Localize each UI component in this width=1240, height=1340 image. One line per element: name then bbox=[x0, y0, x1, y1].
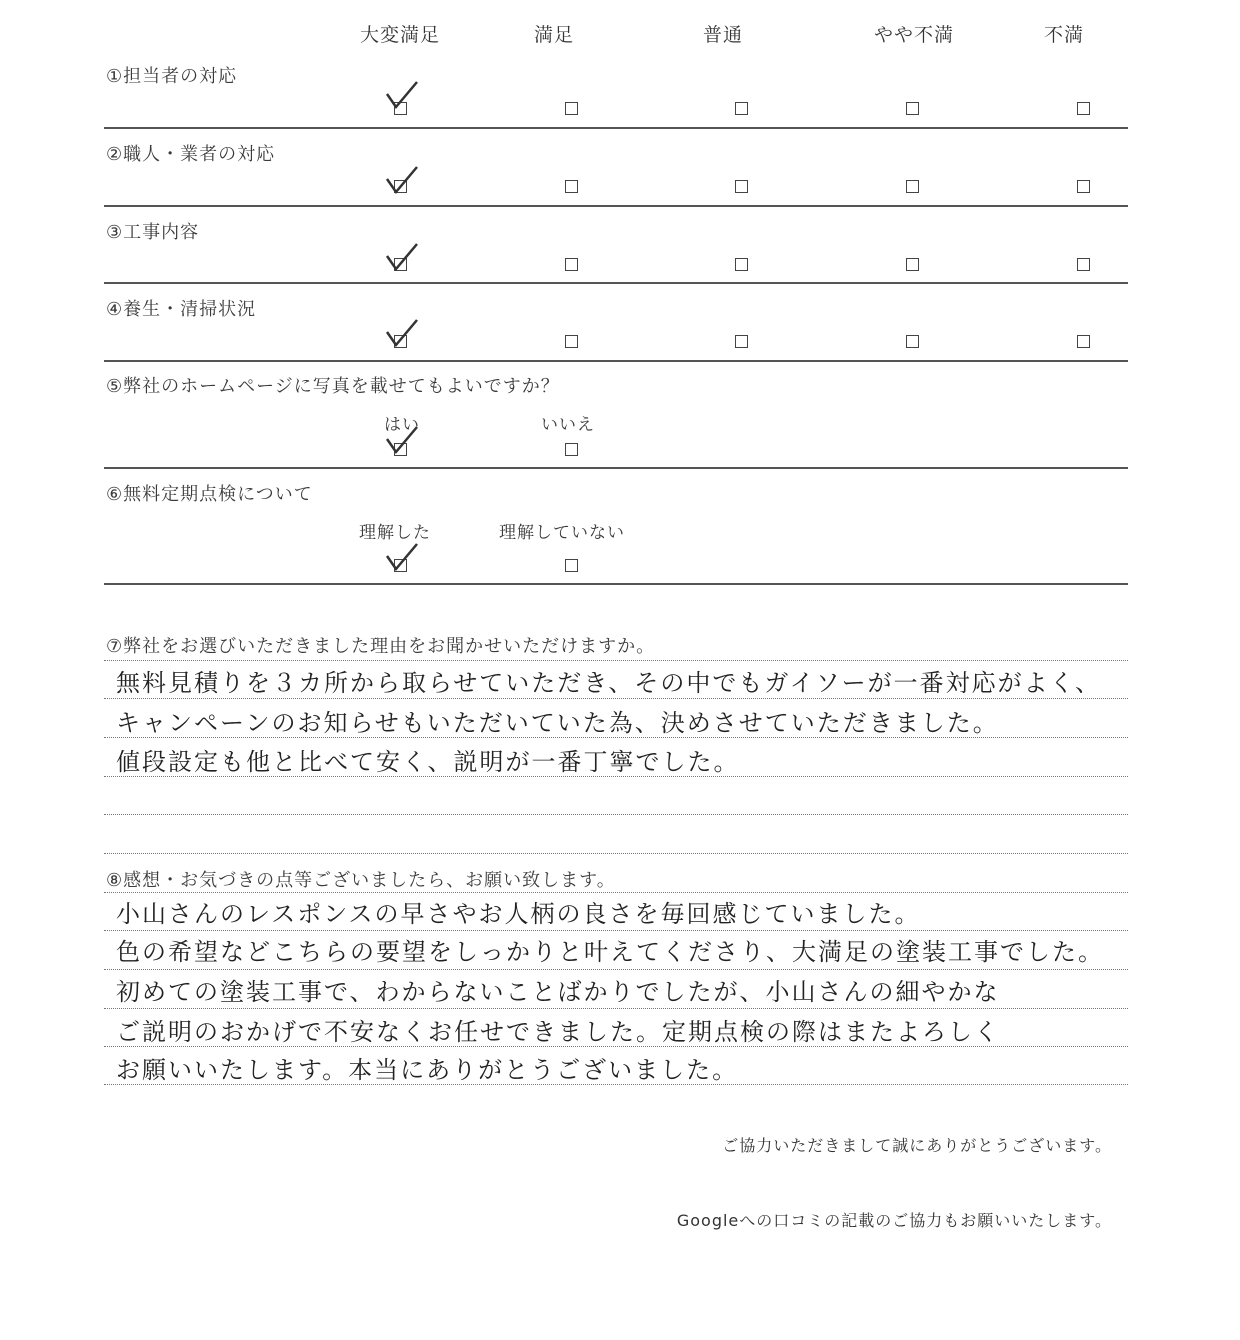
option-label-no: いいえ bbox=[541, 415, 595, 435]
divider bbox=[104, 282, 1128, 284]
answer-rule bbox=[104, 892, 1128, 893]
answer-rule bbox=[104, 1046, 1128, 1047]
handwritten-answer-line: 色の希望などこちらの要望をしっかりと叶えてくださり、大満足の塗装工事でした。 bbox=[116, 938, 1104, 966]
header-very-satisfied: 大変満足 bbox=[360, 24, 441, 46]
handwritten-answer-line: 無料見積りを３カ所から取らせていただき、その中でもガイソーが一番対応がよく、 bbox=[116, 669, 1102, 697]
question-label: ④養生・清掃状況 bbox=[106, 299, 257, 320]
answer-rule bbox=[104, 1084, 1128, 1085]
answer-rule bbox=[104, 737, 1128, 738]
divider bbox=[104, 467, 1128, 469]
checkbox-satisfied[interactable] bbox=[565, 258, 578, 271]
checkbox-neutral[interactable] bbox=[735, 180, 748, 193]
checkbox-dissatisfied[interactable] bbox=[1077, 335, 1090, 348]
header-neutral: 普通 bbox=[703, 24, 744, 46]
answer-rule bbox=[104, 814, 1128, 815]
handwritten-answer-line: ご説明のおかげで不安なくお任せできました。定期点検の際はまたよろしく bbox=[116, 1018, 1000, 1046]
checkbox-not-understood[interactable] bbox=[565, 559, 578, 572]
checkbox-dissatisfied[interactable] bbox=[1077, 180, 1090, 193]
handwritten-answer-line: 小山さんのレスポンスの早さやお人柄の良さを毎回感じていました。 bbox=[116, 900, 921, 928]
checkbox-satisfied[interactable] bbox=[565, 102, 578, 115]
question-label: ①担当者の対応 bbox=[106, 66, 238, 87]
handwritten-answer-line: お願いいたします。本当にありがとうございました。 bbox=[116, 1056, 739, 1084]
checkbox-no[interactable] bbox=[565, 443, 578, 456]
check-mark-icon bbox=[384, 165, 420, 195]
handwritten-answer-line: 値段設定も他と比べて安く、説明が一番丁寧でした。 bbox=[116, 748, 740, 776]
header-dissatisfied: 不満 bbox=[1044, 24, 1085, 46]
check-mark-icon bbox=[384, 318, 420, 348]
question-label: ⑦弊社をお選びいただきました理由をお聞かせいただけますか。 bbox=[106, 636, 656, 657]
checkbox-neutral[interactable] bbox=[735, 102, 748, 115]
checkbox-somewhat-dissatisfied[interactable] bbox=[906, 335, 919, 348]
option-label-understood: 理解した bbox=[359, 523, 431, 543]
answer-rule bbox=[104, 853, 1128, 854]
answer-rule bbox=[104, 930, 1128, 931]
check-mark-icon bbox=[384, 542, 420, 572]
question-label: ②職人・業者の対応 bbox=[106, 144, 276, 165]
checkbox-satisfied[interactable] bbox=[565, 335, 578, 348]
divider bbox=[104, 360, 1128, 362]
check-mark-icon bbox=[384, 242, 420, 272]
question-label: ⑤弊社のホームページに写真を載せてもよいですか？ bbox=[106, 376, 560, 397]
checkbox-somewhat-dissatisfied[interactable] bbox=[906, 258, 919, 271]
option-label-yes: はい bbox=[384, 415, 420, 435]
check-mark-icon bbox=[384, 80, 420, 110]
handwritten-answer-line: キャンペーンのお知らせもいただいていた為、決めさせていただきました。 bbox=[116, 709, 999, 737]
answer-rule bbox=[104, 969, 1128, 970]
answer-rule bbox=[104, 776, 1128, 777]
checkbox-neutral[interactable] bbox=[735, 335, 748, 348]
header-somewhat-dissatisfied: やや不満 bbox=[874, 24, 955, 46]
header-satisfied: 満足 bbox=[534, 24, 575, 46]
google-review-request: Googleへの口コミの記載のご協力もお願いいたします。 bbox=[676, 1211, 1112, 1230]
checkbox-somewhat-dissatisfied[interactable] bbox=[906, 180, 919, 193]
thanks-message: ご協力いただきまして誠にありがとうございます。 bbox=[722, 1136, 1112, 1155]
checkbox-satisfied[interactable] bbox=[565, 180, 578, 193]
question-label: ③工事内容 bbox=[106, 222, 200, 243]
handwritten-answer-line: 初めての塗装工事で、わからないことばかりでしたが、小山さんの細やかな bbox=[116, 978, 1000, 1006]
divider bbox=[104, 583, 1128, 585]
check-mark-icon bbox=[384, 425, 420, 455]
checkbox-neutral[interactable] bbox=[735, 258, 748, 271]
option-label-not-understood: 理解していない bbox=[499, 523, 625, 543]
answer-rule bbox=[104, 1008, 1128, 1009]
answer-rule bbox=[104, 660, 1128, 661]
checkbox-dissatisfied[interactable] bbox=[1077, 102, 1090, 115]
answer-rule bbox=[104, 698, 1128, 699]
question-label: ⑧感想・お気づきの点等ございましたら、お願い致します。 bbox=[106, 870, 616, 891]
divider bbox=[104, 205, 1128, 207]
divider bbox=[104, 127, 1128, 129]
checkbox-dissatisfied[interactable] bbox=[1077, 258, 1090, 271]
question-label: ⑥無料定期点検について bbox=[106, 484, 313, 505]
checkbox-somewhat-dissatisfied[interactable] bbox=[906, 102, 919, 115]
